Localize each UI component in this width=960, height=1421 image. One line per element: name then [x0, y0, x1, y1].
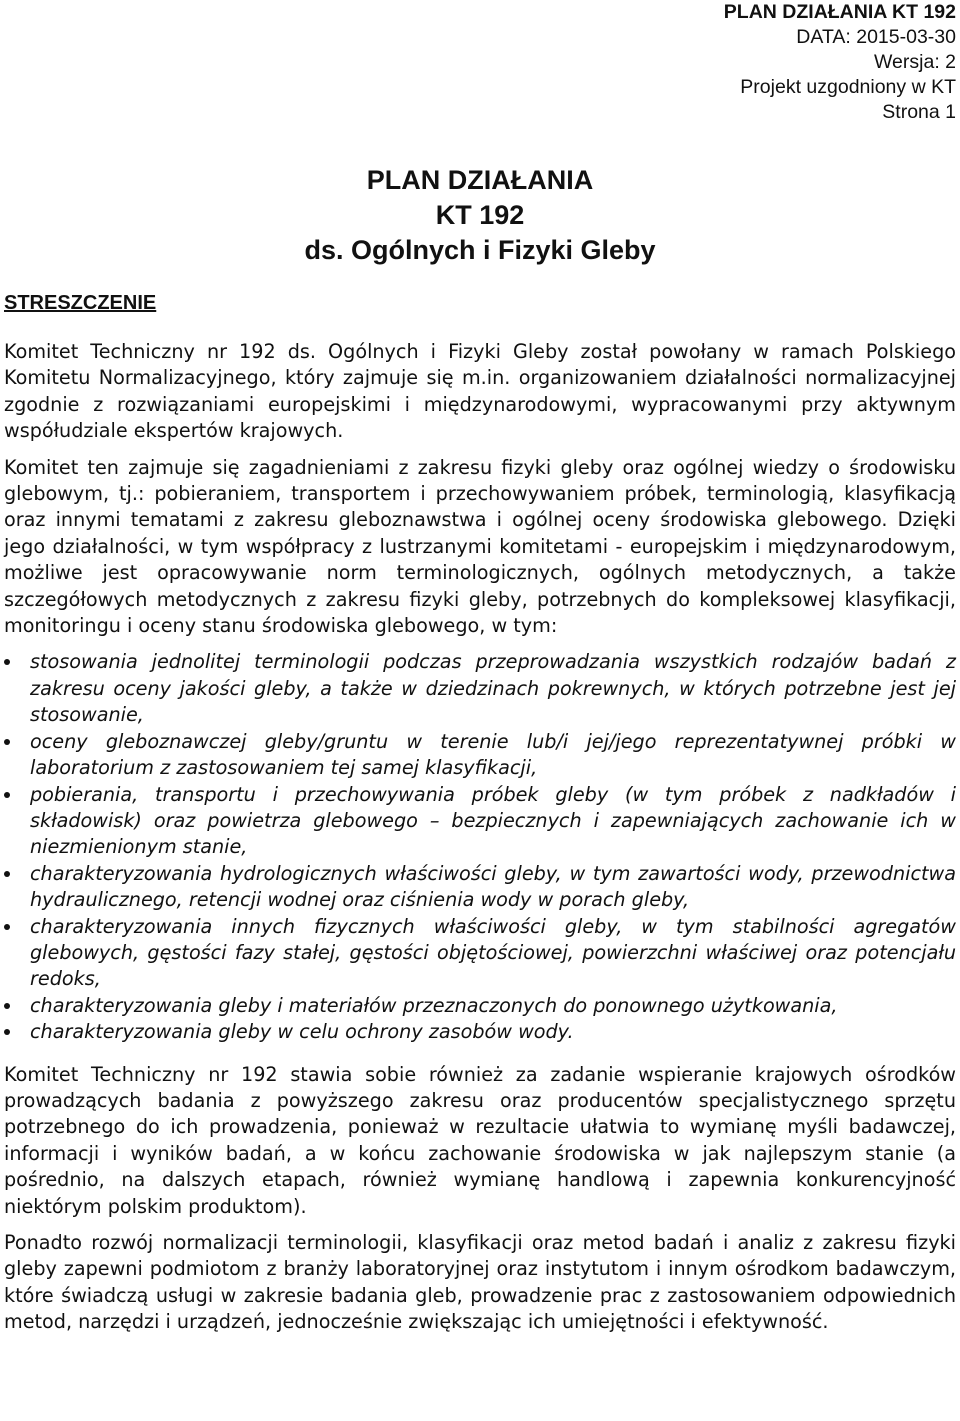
header-title: PLAN DZIAŁANIA KT 192	[723, 1, 956, 23]
scope-list	[4, 649, 956, 1045]
list-item: charakteryzowania gleby i materiałów przeznaczonych do ponownego użytkowania,	[4, 993, 956, 1019]
list-item: pobierania, transportu i przechowywania próbek gleby (w tym próbek z nadkładów i składowisk) oraz powietrza glebowego – bezpiecznych i zapewniających zachowanie ich w niezmienionym stanie,	[4, 782, 956, 861]
document-title	[0, 163, 960, 268]
list-item: stosowania jednolitej terminologii podczas przeprowadzania wszystkich rodzajów badań z zakresu oceny jakości gleby, a także w dziedzinach pokrewnych, w których potrzebne jest jej stosowanie,	[4, 649, 956, 728]
list-item: charakteryzowania innych fizycznych właściwości gleby, w tym stabilności agregatów glebowych, gęstości fazy stałej, gęstości objętościowej, powierzchni właściwej oraz potencjału redoks,	[4, 914, 956, 993]
document-body	[4, 339, 956, 1346]
title-line-1: PLAN DZIAŁANIA	[366, 165, 594, 195]
list-item: charakteryzowania hydrologicznych właściwości gleby, w tym zawartości wody, przewodnictwa hydraulicznego, retencji wodnej oraz ciśnienia wody w porach gleby,	[4, 861, 956, 914]
bullet-icon	[4, 792, 10, 798]
bullet-icon	[4, 739, 10, 745]
paragraph-intro: Komitet Techniczny nr 192 ds. Ogólnych i Fizyki Gleby został powołany w ramach Polskiego Komitetu Normalizacyjnego, który zajmuje się m.in. organizowaniem działalności normalizacyjnej zgodnie z rozwiązaniami europejskimi i międzynarodowymi, wypracowanymi przy aktywnym współudziale ekspertów krajowych.	[4, 340, 956, 443]
bullet-icon	[4, 1029, 10, 1035]
bullet-icon	[4, 659, 10, 665]
page-header	[536, 0, 956, 125]
title-line-2: KT 192	[435, 200, 525, 230]
bullet-icon	[4, 1003, 10, 1009]
list-item: oceny gleboznawczej gleby/gruntu w terenie lub/i jej/jego reprezentatywnej próbki w laboratorium z zastosowaniem tej samej klasyfikacji,	[4, 729, 956, 782]
list-item: charakteryzowania gleby w celu ochrony zasobów wody.	[4, 1019, 956, 1045]
header-date: DATA: 2015-03-30	[796, 26, 956, 48]
section-heading: STRESZCZENIE	[4, 292, 157, 314]
paragraph-support: Komitet Techniczny nr 192 stawia sobie również za zadanie wspieranie krajowych ośrodków prowadzących badania z powyższego zakresu oraz producentów specjalistycznego sprzętu potrzebnego do ich prowadzenia, ponieważ w rezultacie ułatwia to wymianę myśli badawczej, informacji i wyników badań, a w końcu zachowanie środowiska w jak najlepszym stanie (a pośrednio, na dalszych etapach, również wymianę handlową i zapewnia konkurencyjność niektórym polskim produktom).	[4, 1062, 956, 1218]
bullet-icon	[4, 924, 10, 930]
header-status: Projekt uzgodniony w KT	[740, 76, 956, 98]
header-version: Wersja: 2	[874, 51, 956, 73]
title-line-3: ds. Ogólnych i Fizyki Gleby	[304, 235, 656, 265]
paragraph-scope: Komitet ten zajmuje się zagadnieniami z zakresu fizyki gleby oraz ogólnej wiedzy o środowisku glebowym, tj.: pobieraniem, transportem i przechowywaniem próbek, terminologią, klasyfikacją oraz innymi tematami z zakresu gleboznawstwa i ogólnej oceny środowiska glebowego. Dzięki jego działalności, w tym współpracy z lustrzanymi komitetami - europejskim i międzynarodowym, możliwe jest opracowywanie norm terminologicznych, ogólnych metodycznych, a także szczegółowych metodycznych z zakresu fizyki gleby, potrzebnych do kompleksowej klasyfikacji, monitoringu i oceny stanu środowiska glebowego, w tym:	[4, 455, 956, 638]
header-page-number: Strona 1	[882, 101, 956, 123]
paragraph-development: Ponadto rozwój normalizacji terminologii, klasyfikacji oraz metod badań i analiz z zakresu fizyki gleby zapewni podmiotom z branży laboratoryjnej oraz instytutom i innym ośrodkom badawczym, które świadczą usługi w zakresie badania gleb, prowadzenie prac z zastosowaniem odpowiednich metod, narzędzi i urządzeń, jednocześnie zwiększając ich umiejętności i efektywność.	[4, 1231, 956, 1334]
bullet-icon	[4, 871, 10, 877]
